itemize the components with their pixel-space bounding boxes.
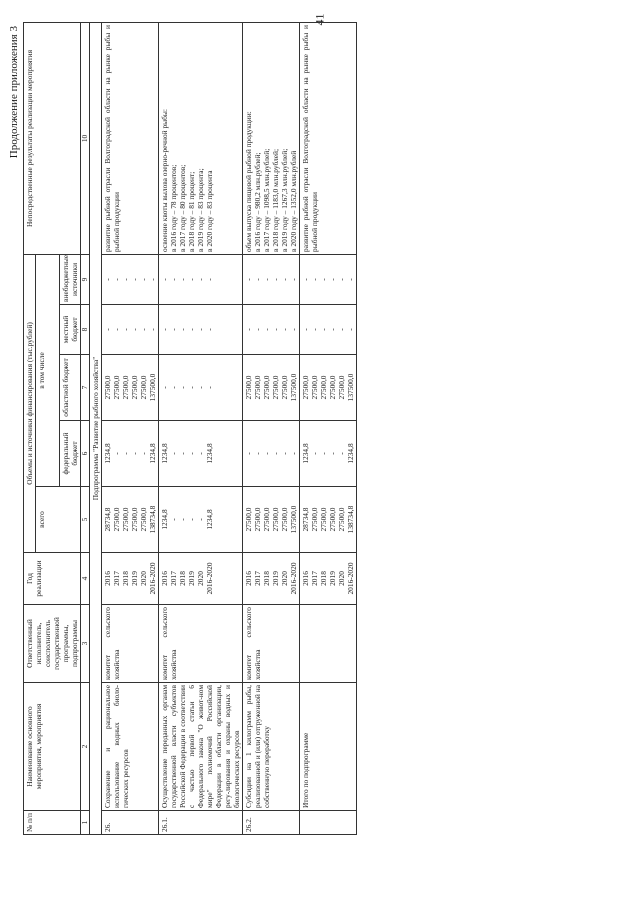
- row-offbudget: - - - - - -: [300, 254, 357, 304]
- col-number: 8: [81, 305, 90, 355]
- row-regional: 27500,0 27500,0 27500,0 27500,0 27500,0 137500,0: [243, 355, 300, 421]
- header-regional: областной бюджет: [60, 355, 81, 421]
- row-total: 1234,8 - - - - 1234,8: [159, 487, 243, 553]
- row-local: - - - - - -: [300, 305, 357, 355]
- row-executor: комитет сельского хозяйства: [159, 605, 243, 683]
- row-total: 27500,0 27500,0 27500,0 27500,0 27500,0 137500,0: [243, 487, 300, 553]
- funding-table: [23, 22, 357, 835]
- col-number: 1: [81, 811, 90, 835]
- row-offbudget: - - - - - -: [102, 254, 159, 304]
- col-number: 9: [81, 254, 90, 304]
- row-num: 26.2.: [243, 811, 300, 835]
- row-executor: [300, 605, 357, 683]
- row-federal: 1234,8 - - - - 1234,8: [159, 421, 243, 487]
- row-results: развитие рыбной отрасли Волгоградской области на рынке рыбы и рыбной продукции: [102, 23, 159, 255]
- row-years: 2016 2017 2018 2019 2020 2016-2020: [159, 553, 243, 605]
- col-number: 3: [81, 605, 90, 683]
- col-number: 2: [81, 683, 90, 811]
- col-number: 6: [81, 421, 90, 487]
- table-row: [243, 23, 300, 835]
- row-federal: 1234,8 - - - - 1234,8: [102, 421, 159, 487]
- row-name: Субсидии на 1 килограмм рыбы, реализованной и (или) отгруженной на собственную переработку: [243, 683, 300, 811]
- row-federal: 1234,8 - - - - 1234,8: [300, 421, 357, 487]
- header-total: всего: [36, 487, 81, 553]
- row-name: Итого по подпрограмме: [300, 683, 357, 811]
- row-offbudget: - - - - - -: [159, 254, 243, 304]
- header-offbudget: внебюджетные источники: [60, 254, 81, 304]
- row-federal: - - - - - -: [243, 421, 300, 487]
- row-num: 26.1.: [159, 811, 243, 835]
- header-local: местный бюджет: [60, 305, 81, 355]
- row-results: освоение квоты вылова озерно-речной рыбы: в 2016 году – 78 процентов; в 2017 году – 80 процентов; в 2018 году – 81 процент; в 2019 году – 83 процента; в 2020 году – 83 процента: [159, 23, 243, 255]
- row-years: 2016 2017 2018 2019 2020 2016-2020: [102, 553, 159, 605]
- table-row: [102, 23, 159, 835]
- row-regional: 27500,0 27500,0 27500,0 27500,0 27500,0 137500,0: [102, 355, 159, 421]
- header-results: Непосредственные результаты реализации мероприятия: [24, 23, 81, 255]
- col-number: 10: [81, 23, 90, 255]
- row-total: 28734,8 27500,0 27500,0 27500,0 27500,0 138734,8: [102, 487, 159, 553]
- row-local: - - - - - -: [102, 305, 159, 355]
- header-num: № п/п: [24, 811, 81, 835]
- subprogram-title: Подпрограмма "Развитие рыбного хозяйства": [90, 23, 102, 835]
- row-num: [300, 811, 357, 835]
- row-regional: 27500,0 27500,0 27500,0 27500,0 27500,0 137500,0: [300, 355, 357, 421]
- appendix-title: Продолжение приложения 3: [8, 26, 20, 159]
- row-years: 2016 2017 2018 2019 2020 2016-2020: [300, 553, 357, 605]
- header-federal: федеральный бюджет: [60, 421, 81, 487]
- row-regional: - - - - - -: [159, 355, 243, 421]
- row-executor: комитет сельского хозяйства: [102, 605, 159, 683]
- col-number: 4: [81, 553, 90, 605]
- row-results: объем выпуска пищевой рыбной продукции: в 2016 году – 980,2 млн.рублей; в 2017 году – 1098,5 млн.рублей; в 2018 году – 1183,0 млн.рублей; в 2019 году – 1267,3 млн.рублей; в 2020 году – 1352,0 млн.рублей: [243, 23, 300, 255]
- row-local: - - - - - -: [159, 305, 243, 355]
- col-number: 5: [81, 487, 90, 553]
- row-years: 2016 2017 2018 2019 2020 2016-2020: [243, 553, 300, 605]
- row-total: 28734,8 27500,0 27500,0 27500,0 27500,0 138734,8: [300, 487, 357, 553]
- header-funding: Объемы и источники финансирования (тыс.рублей): [24, 254, 36, 552]
- col-number: 7: [81, 355, 90, 421]
- table-row: [159, 23, 243, 835]
- row-num: 26.: [102, 811, 159, 835]
- header-year: Год реализации: [24, 553, 81, 605]
- row-name: Осуществление переданных органам государственной власти субъектов Российской Федерации в соответствии с частью первой статьи 6 Федерального закона "О живот-ном мире" полномочий Российской Федерации в области организации, регу-лирования и охраны водных и биологических ресурсов: [159, 683, 243, 811]
- row-offbudget: - - - - - -: [243, 254, 300, 304]
- header-in-that: в том числе: [36, 254, 60, 486]
- header-name: Наименование основного мероприятия, мероприятия: [24, 683, 81, 811]
- row-executor: комитет сельского хозяйства: [243, 605, 300, 683]
- table-row-total: [300, 23, 357, 835]
- row-results: развитие рыбной отрасли Волгоградской области на рынке рыбы и рыбной продукции: [300, 23, 357, 255]
- header-executor: Ответственный исполнитель, соисполнитель государственной программы, подпрограммы: [24, 605, 81, 683]
- page-number: 41: [312, 13, 327, 26]
- row-local: - - - - - -: [243, 305, 300, 355]
- row-name: Сохранение и рациональное использование водных биоло-гических ресурсов: [102, 683, 159, 811]
